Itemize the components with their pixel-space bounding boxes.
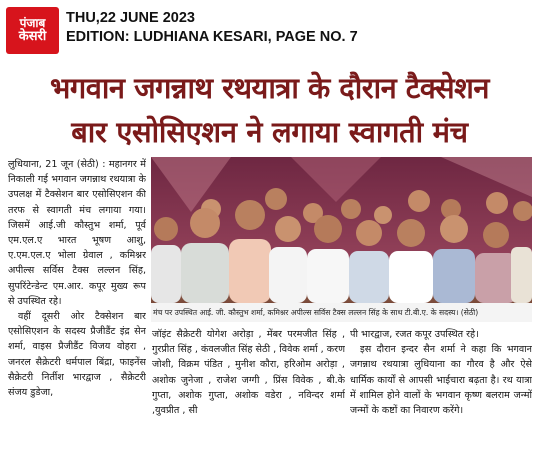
event-photo (151, 157, 532, 303)
edition-line: EDITION: LUDHIANA KESARI, PAGE NO. 7 (66, 29, 358, 45)
headline-line-1: भगवान जगन्नाथ रथयात्रा के दौरान टैक्सेशन (50, 71, 489, 105)
punjab-kesari-logo (6, 7, 59, 54)
article-paragraph-3: जॉइंट सैक्रेटरी योगेश अरोड़ा , मेंबर परमजीत सिंह , गुरप्रीत सिंह , कंवलजीत सिंह सेठी , विवेक शर्मा , करण जोशी, विक्रम पंडित , मुनीश कौरा, हरिओम अरोड़ा , अशोक जुनेजा , राजेश जग्गी , प्रिंस विवेक , बी.के गुप्ता, अशोक गुप्ता, अशोक वडेरा , नविन्दर शर्मा ,युवप्रीत , सी (152, 329, 345, 417)
article-column-right (350, 327, 532, 467)
article-paragraph-5: इस दौरान इन्दर सैन शर्मा ने कहा कि भगवान जगन्नाथ रथयात्रा लुधियाना का गौरव है और ऐसे धार्मिक कार्यों से आपसी भाईचारा बढ़ता है। रथ यात्रा में शामिल होने वालों के भगवान कृष्ण बलराम जन्मों जन्मों के कष्टों का निवारण करेंगे। (350, 344, 532, 417)
article-column-left (8, 157, 146, 469)
headline-line-2: बार एसोसिएशन ने लगाया स्वागती मंच (71, 115, 468, 149)
event-photo-illustration (151, 157, 532, 303)
article-paragraph-4: पी भारद्वाज, रजत कपूर उपस्थित रहे। (350, 329, 479, 340)
photo-caption: मंच पर उपस्थित आई. जी. कौस्तुभ शर्मा, कमिश्नर अपील्स सर्विस टैक्स लल्लन सिंह के साथ टी.बी.ए. के सदस्य। (सेठी) (151, 303, 532, 322)
logo-text-line2: केसरी (18, 28, 47, 44)
article-paragraph-1: लुधियाना, 21 जून (सेठी) : महानगर में निकाली गई भगवान जगन्नाथ रथयात्रा के उपलक्ष में टैक्सेशन बार एसोसिएशन की तरफ से स्वागती मंच लगाया गया। जिसमें आई.जी कौस्तुभ शर्मा, पूर्व एम.एल.ए भारत भूषण आशु, ए.एम.एल.ए भोला ग्रेवाल , कमिश्नर अपील्स सर्विस टैक्स लल्लन सिंह, सुपरिंटेन्डेन्ट एम.आर. कपूर मुख्य रूप से उपस्थित रहे। (8, 159, 146, 307)
logo-text-line1: पंजाब (19, 16, 46, 31)
article-column-middle (152, 327, 345, 467)
date-line: THU,22 JUNE 2023 (66, 10, 195, 26)
article-paragraph-2: वहीं दूसरी ओर टैक्सेशन बार एसोसिएशन के सदस्य प्रैजीडैंट इंद्र सेन शर्मा, वाइस प्रैजीडैंट विजय वोहरा , जनरल सैक्रेटरी धर्मपाल बिंद्रा, फाइनेंस सैक्रेटरी निर्तीश भारद्वाज , सैक्रेटरी संजय डुडेजा, (8, 311, 146, 399)
edition-meta (66, 9, 358, 47)
